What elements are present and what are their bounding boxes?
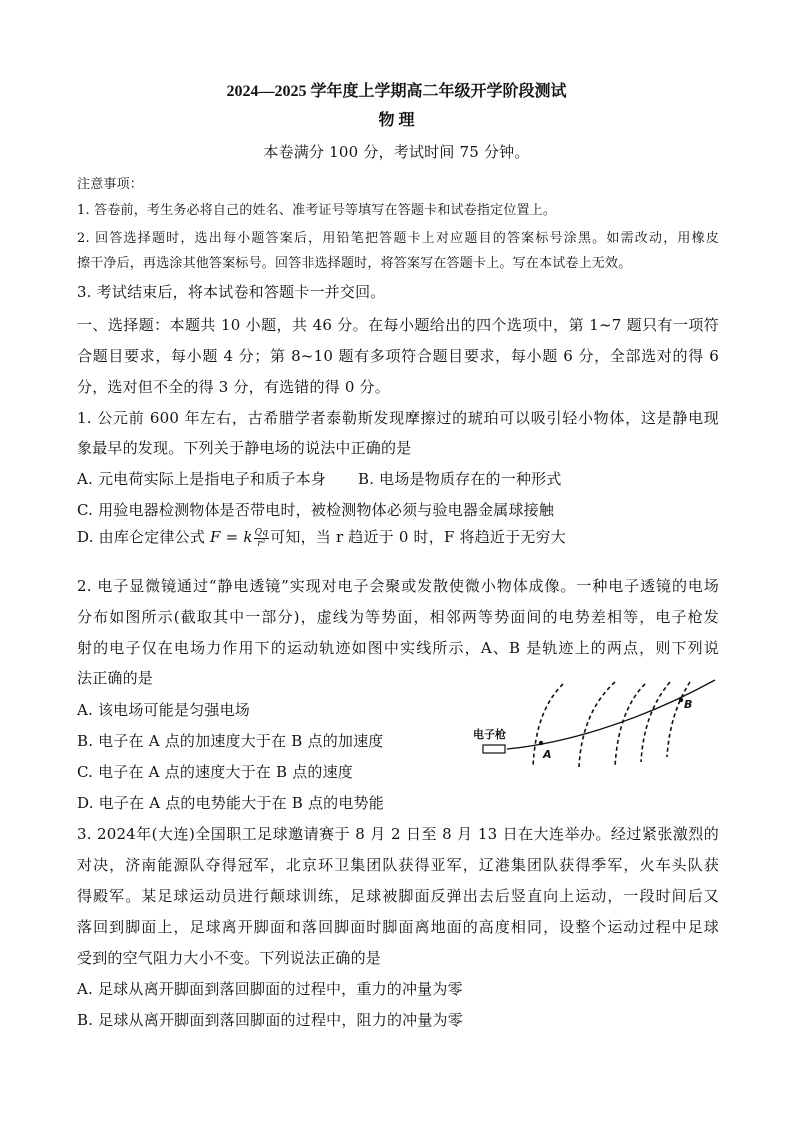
formula-force: F — [210, 528, 221, 546]
equipotential-line-4 — [641, 682, 670, 762]
q2-stem-line-4: 法正确的是 — [77, 669, 154, 687]
equipotential-line-5 — [667, 682, 693, 757]
q2-stem-line-3: 射的电子仅在电场力作用下的运动轨迹如图中实线所示，A、B 是轨迹上的两点，则下列说 — [77, 639, 719, 657]
point-a-label: A — [543, 748, 552, 761]
equipotential-line-2 — [579, 682, 615, 767]
q2-option-d: D. 电子在 A 点的电势能大于在 B 点的电势能 — [77, 794, 384, 812]
equipotential-line-3 — [615, 684, 645, 767]
q1-option-a: A. 元电荷实际上是指电子和质子本身 — [77, 470, 326, 488]
notice-item-1: 1. 答卷前，考生务必将自己的姓名、准考证号等填写在答题卡和试卷指定位置上。 — [77, 203, 557, 218]
notice-item-2-line-2: 擦干净后，再选涂其他答案标号。回答非选择题时，将答案写在答题卡上。写在本试卷上无效。 — [77, 256, 632, 271]
exam-info: 本卷满分 100 分，考试时间 75 分钟。 — [263, 143, 530, 161]
formula-constant: k — [243, 528, 253, 546]
electron-gun — [483, 745, 505, 753]
section-1-line-3: 分，选对但不全的得 3 分，有选错的得 0 分。 — [77, 378, 390, 396]
q2-stem-line-1: 2. 电子显微镜通过“静电透镜”实现对电子会聚或发散使微小物体成像。一种电子透镜的电场 — [77, 577, 719, 595]
q3-option-b: B. 足球从离开脚面到落回脚面的过程中，阻力的冲量为零 — [77, 1011, 463, 1029]
q1-option-d — [77, 526, 566, 549]
point-b-label: B — [684, 698, 693, 711]
q3-stem-line-4: 落回到脚面上，足球离开脚面和落回脚面时脚面离地面的高度相同，设整个运动过程中足球 — [77, 918, 719, 936]
electron-lens-figure — [465, 672, 725, 772]
q1-stem-line-2: 象最早的发现。下列关于静电场的说法中正确的是 — [77, 439, 412, 457]
q1-stem-line-1: 1. 公元前 600 年左右，古希腊学者泰勒斯发现摩擦过的琥珀可以吸引轻小物体，这是静电现 — [77, 409, 719, 427]
q2-option-b: B. 电子在 A 点的加速度大于在 B 点的加速度 — [77, 732, 384, 750]
q2-option-a: A. 该电场可能是匀强电场 — [77, 701, 250, 719]
q2-stem-line-2: 分布如图所示(截取其中一部分)，虚线为等势面，相邻两等势面间的电势差相等，电子枪发 — [77, 608, 719, 626]
q2-option-c: C. 电子在 A 点的速度大于在 B 点的速度 — [77, 763, 354, 781]
q3-stem-line-3: 得殿军。某足球运动员进行颠球训练，足球被脚面反弹出去后竖直向上运动，一段时间后又 — [77, 887, 719, 905]
section-1-line-2: 合题目要求，每小题 4 分；第 8~10 题有多项符合题目要求，每小题 6 分，全部选对的得 6 — [77, 347, 719, 365]
q3-stem-line-1: 3. 2024年(大连)全国职工足球邀请赛于 8 月 2 日至 8 月 13 日在大连举办。经过紧张激烈的 — [77, 825, 719, 843]
electron-trajectory — [507, 680, 715, 749]
section-1-line-1: 一、选择题：本题共 10 小题，共 46 分。在每小题给出的四个选项中，第 1~7 题只有一项符 — [77, 316, 719, 334]
formula-denominator: r² — [257, 538, 266, 549]
formula-fraction — [254, 528, 270, 549]
formula-equals: = — [220, 528, 244, 546]
exam-title: 2024—2025 学年度上学期高二年级开学阶段测试 — [226, 83, 567, 100]
subject-title: 物 理 — [378, 112, 415, 129]
notice-item-3: 3. 考试结束后，将本试卷和答题卡一并交回。 — [77, 283, 386, 301]
q1-option-d-prefix: D. 由库仑定律公式 — [77, 528, 210, 546]
point-b-marker — [679, 698, 683, 702]
notice-heading: 注意事项： — [77, 177, 144, 192]
q1-option-c: C. 用验电器检测物体是否带电时，被检测物体必须与验电器金属球接触 — [77, 501, 555, 519]
q1-option-d-suffix: 可知，当 r 趋近于 0 时，F 将趋近于无穷大 — [270, 528, 566, 546]
electron-gun-label: 电子枪 — [473, 728, 506, 741]
q1-option-b: B. 电场是物质存在的一种形式 — [358, 470, 562, 488]
notice-item-2-line-1: 2. 回答选择题时，选出每小题答案后，用铅笔把答题卡上对应题目的答案标号涂黑。如需改动，用橡皮 — [77, 231, 719, 246]
q3-stem-line-2: 对决，济南能源队夺得冠军，北京环卫集团队获得亚军，辽港集团队获得季军，火车头队获 — [77, 856, 719, 874]
q3-option-a: A. 足球从离开脚面到落回脚面的过程中，重力的冲量为零 — [77, 980, 463, 998]
q3-stem-line-5: 受到的空气阻力大小不变。下列说法正确的是 — [77, 949, 382, 967]
formula-numerator: Qq — [254, 527, 269, 538]
point-a-marker — [539, 741, 543, 745]
